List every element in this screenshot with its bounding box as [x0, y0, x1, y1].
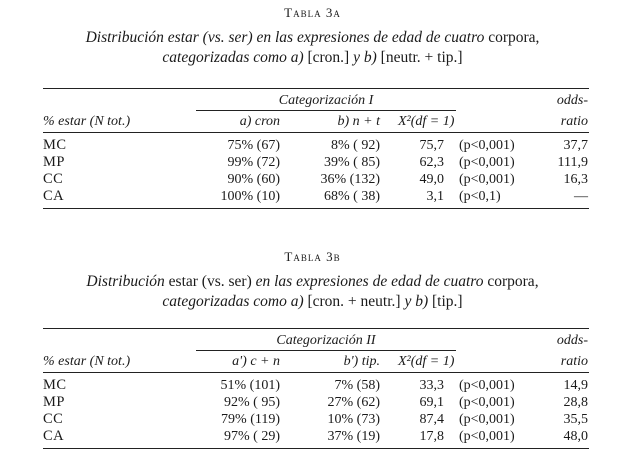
- cell-chi: 62,3: [419, 155, 444, 170]
- cell-chi: 33,3: [419, 378, 444, 393]
- cell-chi: 49,0: [419, 172, 444, 187]
- odds-header-2: ratio: [560, 354, 588, 369]
- row-label: CA: [43, 428, 65, 444]
- cell-odds: 37,7: [563, 138, 588, 153]
- caption-line-1: Distribución estar (vs. ser) en las expresiones de edad de cuatro corpora,: [85, 29, 540, 46]
- chi-header: X²(df = 1): [398, 114, 455, 129]
- odds-header-1: odds-: [556, 333, 588, 348]
- cell-b: 8% ( 92): [331, 138, 380, 153]
- cell-b: 7% (58): [334, 378, 380, 393]
- cell-p: (p<0,001): [459, 395, 515, 410]
- cell-p: (p<0,001): [459, 172, 515, 187]
- row-label-header: % estar (N tot.): [43, 114, 131, 129]
- cell-odds: —: [574, 189, 588, 204]
- cell-chi: 17,8: [419, 429, 444, 444]
- cell-odds: 111,9: [557, 155, 588, 170]
- row-label: MP: [43, 154, 65, 170]
- row-label: CC: [43, 411, 64, 427]
- cell-b: 68% ( 38): [324, 189, 380, 204]
- cell-b: 27% (62): [327, 395, 380, 410]
- cell-b: 36% (132): [320, 172, 380, 187]
- cell-p: (p<0,001): [459, 138, 515, 153]
- cell-chi: 75,7: [419, 138, 444, 153]
- cell-a: 100% (10): [220, 189, 280, 204]
- cell-p: (p<0,001): [459, 155, 515, 170]
- cell-a: 97% ( 29): [224, 429, 280, 444]
- header-rule: [43, 132, 589, 133]
- caption-line-2: categorizadas como a) [cron. + neutr.] y b) [tip.]: [162, 293, 463, 310]
- cell-a: 99% (72): [227, 155, 280, 170]
- row-label: CC: [43, 171, 64, 187]
- group-rule: [196, 350, 456, 351]
- group-rule: [196, 110, 456, 111]
- cell-chi: 69,1: [419, 395, 444, 410]
- cell-p: (p<0,001): [459, 378, 515, 393]
- top-rule: [43, 88, 589, 89]
- row-label: MC: [43, 377, 67, 393]
- table-3b: [0, 244, 625, 444]
- cell-odds: 48,0: [563, 429, 588, 444]
- cell-b: 37% (19): [327, 429, 380, 444]
- col-b-header: b') tip.: [343, 354, 380, 369]
- cell-odds: 14,9: [563, 378, 588, 393]
- cell-b: 39% ( 85): [324, 155, 380, 170]
- caption-line-2: categorizadas como a) [cron.] y b) [neutr. + tip.]: [162, 49, 463, 66]
- cell-p: (p<0,001): [459, 412, 515, 427]
- row-label: CA: [43, 188, 65, 204]
- col-a-header: a') c + n: [232, 354, 280, 369]
- cell-odds: 28,8: [563, 395, 588, 410]
- cell-odds: 16,3: [563, 172, 588, 187]
- cell-a: 79% (119): [221, 412, 280, 427]
- cell-a: 51% (101): [220, 378, 280, 393]
- table-label: Tabla 3a: [284, 5, 341, 20]
- row-label: MP: [43, 394, 65, 410]
- bottom-rule: [43, 208, 589, 209]
- odds-header-1: odds-: [556, 93, 588, 108]
- cell-a: 75% (67): [227, 138, 280, 153]
- cell-a: 90% (60): [227, 172, 280, 187]
- caption-line-1: Distribución estar (vs. ser) en las expresiones de edad de cuatro corpora,: [86, 273, 539, 290]
- cell-odds: 35,5: [563, 412, 588, 427]
- col-b-header: b) n + t: [337, 114, 380, 129]
- table-3a: [0, 0, 625, 204]
- cell-p: (p<0,001): [459, 429, 515, 444]
- row-label-header: % estar (N tot.): [43, 354, 131, 369]
- table-caption: [0, 28, 625, 68]
- row-label: MC: [43, 137, 67, 153]
- cell-chi: 3,1: [426, 189, 444, 204]
- cell-chi: 87,4: [419, 412, 444, 427]
- col-a-header: a) cron: [239, 114, 280, 129]
- table-label: Tabla 3b: [284, 249, 341, 264]
- top-rule: [43, 328, 589, 329]
- cell-b: 10% (73): [327, 412, 380, 427]
- bottom-rule: [43, 448, 589, 449]
- group-header: Categorización II: [276, 333, 376, 348]
- cell-a: 92% ( 95): [224, 395, 280, 410]
- chi-header: X²(df = 1): [398, 354, 455, 369]
- group-header: Categorización I: [278, 93, 374, 108]
- table-caption: [0, 272, 625, 312]
- odds-header-2: ratio: [560, 114, 588, 129]
- cell-p: (p<0,1): [459, 189, 501, 204]
- header-rule: [43, 372, 589, 373]
